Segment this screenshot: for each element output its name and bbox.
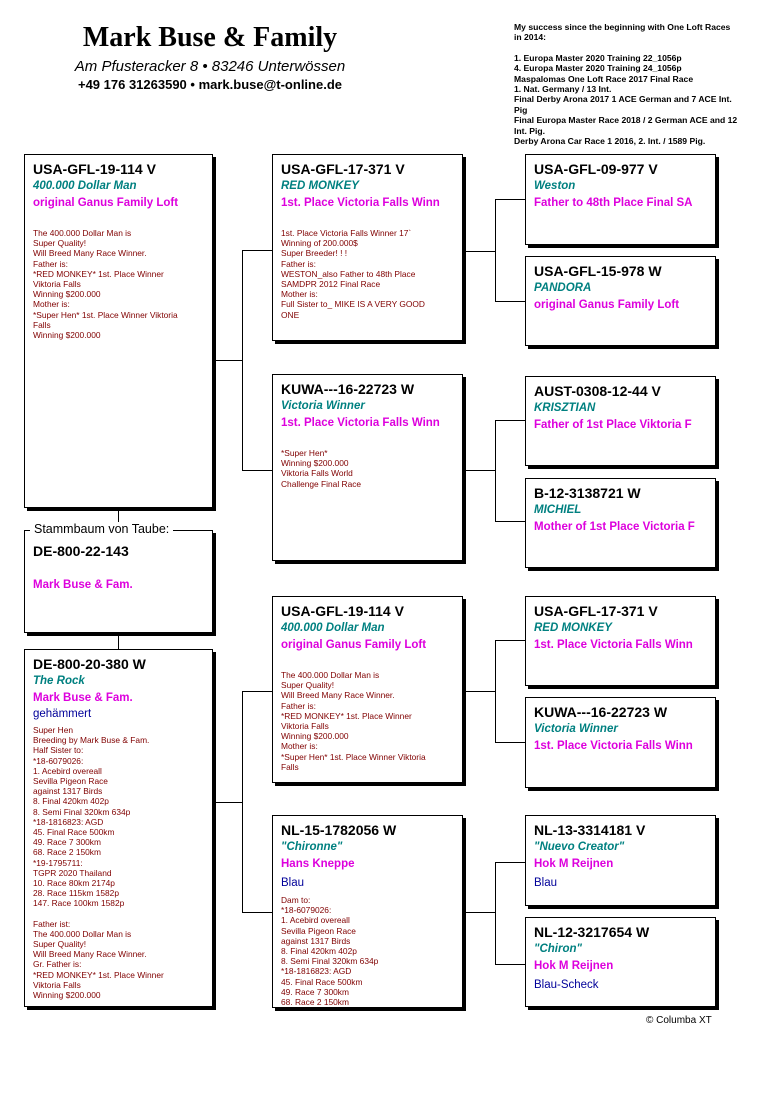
owner: Mother of 1st Place Victoria F — [534, 521, 695, 533]
notes — [281, 228, 454, 320]
note-line: Mother is: — [33, 299, 70, 310]
connector-line — [495, 199, 496, 302]
pedigree-card-dam[interactable] — [24, 649, 213, 1007]
notes — [281, 670, 454, 772]
note-line: Sevilla Pigeon Race — [33, 776, 108, 787]
note-line: 49. Race 7 300km — [33, 837, 101, 848]
connector-line — [495, 301, 525, 302]
note-line: The 400.000 Dollar Man is — [33, 928, 132, 939]
note-line: Father ist: — [33, 918, 71, 929]
note-line: *19-1795711: — [33, 857, 83, 868]
note-line: Mother is: — [281, 741, 318, 752]
note-line: *RED MONKEY* 1st. Place Winner — [281, 710, 412, 721]
note-line: 8. Final 420km 402p — [281, 946, 357, 957]
note-line: Breeding by Mark Buse & Fam. — [33, 735, 150, 746]
connector-line — [463, 912, 495, 913]
note-line: *18-1816823: AGD — [33, 816, 104, 827]
ring-number: AUST-0308-12-44 V — [534, 383, 661, 399]
note-line: Viktoria Falls — [33, 979, 81, 990]
pigeon-name: PANDORA — [534, 282, 592, 294]
pigeon-name: Victoria Winner — [281, 400, 365, 412]
ring-number: NL-15-1782056 W — [281, 822, 397, 838]
note-line: Viktoria Falls — [281, 721, 329, 732]
note-line: 8. Semi Final 320km 634p — [281, 956, 379, 967]
ring-number: USA-GFL-19-114 V — [281, 603, 404, 619]
plumage-color: Blau — [534, 877, 558, 889]
plumage-color: Blau-Scheck — [534, 979, 599, 991]
note-line: 10. Race 80km 2174p — [33, 878, 115, 889]
pedigree-card-dss[interactable] — [525, 596, 716, 686]
note-line: Gr. Father is: — [33, 959, 82, 970]
connector-line — [495, 862, 525, 863]
note-line: Dam to: — [281, 895, 311, 905]
note-line: *18-6079026: — [281, 905, 332, 916]
note-line: Father is: — [281, 258, 316, 269]
note-line: The 400.000 Dollar Man is — [33, 228, 132, 238]
ring-number: USA-GFL-09-977 V — [534, 161, 658, 177]
connector-line — [495, 964, 525, 965]
note-line: *18-6079026: — [33, 755, 84, 766]
note-line: Father is: — [33, 258, 68, 269]
connector-line — [242, 691, 243, 913]
owner: original Ganus Family Loft — [281, 639, 427, 651]
connector-line — [495, 742, 525, 743]
note-line: *Super Hen* 1st. Place Winner Viktoria — [33, 309, 178, 320]
note-line: 68. Race 2 150km — [33, 847, 101, 858]
ring-number: NL-13-3314181 V — [534, 822, 646, 838]
pedigree-card-sds[interactable] — [525, 376, 716, 466]
note-line: Winning $200.000 — [33, 330, 101, 341]
ring-number: DE-800-22-143 — [33, 543, 129, 559]
note-line: 1. Acebird overeall — [33, 765, 102, 776]
ring-number: USA-GFL-19-114 V — [33, 161, 156, 177]
note-line: Super Quality! — [33, 238, 87, 249]
note-line: Will Breed Many Race Winner. — [281, 690, 395, 701]
ring-number: NL-12-3217654 W — [534, 924, 650, 940]
owner: 1st. Place Victoria Falls Winn — [281, 197, 440, 209]
pigeon-name: Weston — [534, 180, 576, 192]
pigeon-name: "Chiron" — [534, 943, 582, 955]
note-line: 1. Acebird overeall — [281, 915, 350, 926]
ring-number: DE-800-20-380 W — [33, 656, 146, 672]
ring-number: B-12-3138721 W — [534, 485, 641, 501]
pedigree-card-dam-sire[interactable] — [272, 596, 463, 783]
note-line: Super Hen — [33, 725, 74, 735]
pedigree-card-sdd[interactable] — [525, 478, 716, 568]
connector-line — [495, 862, 496, 965]
connector-line — [495, 640, 496, 743]
connector-line — [242, 250, 243, 471]
pedigree-card-sire[interactable] — [24, 154, 213, 508]
note-line: Half Sister to: — [33, 745, 84, 756]
note-line: *18-1816823: AGD — [281, 966, 352, 977]
pigeon-name: RED MONKEY — [281, 180, 359, 192]
ring-number: USA-GFL-17-371 V — [281, 161, 405, 177]
owner: Hok M Reijnen — [534, 960, 614, 972]
pedigree-card-sire-sire[interactable] — [272, 154, 463, 341]
owner: 1st. Place Victoria Falls Winn — [534, 740, 693, 752]
note-line: 8. Final 420km 402p — [33, 796, 109, 807]
pigeon-name: KRISZTIAN — [534, 402, 596, 414]
pedigree-card-dsd[interactable] — [525, 697, 716, 788]
note-line: Will Breed Many Race Winner. — [33, 248, 147, 259]
pigeon-name: Victoria Winner — [534, 723, 618, 735]
pigeon-name: 400.000 Dollar Man — [281, 622, 385, 634]
connector-line — [242, 470, 272, 471]
note-line: Will Breed Many Race Winner. — [33, 949, 147, 960]
connector-line — [495, 420, 525, 421]
note-line: Super Breeder! ! ! — [281, 248, 348, 259]
connector-line — [495, 640, 525, 641]
connector-line — [463, 251, 495, 252]
ring-number: USA-GFL-15-978 W — [534, 263, 662, 279]
success-line: 1. Europa Master 2020 Training 22_1056p — [514, 52, 682, 63]
notes — [281, 448, 454, 489]
note-line: *RED MONKEY* 1st. Place Winner — [33, 268, 164, 279]
connector-line — [495, 521, 525, 522]
note-line: Winning $200.000 — [281, 731, 349, 742]
pedigree-label: Stammbaum von Taube: — [30, 522, 173, 536]
connector-line — [463, 691, 495, 692]
plumage-color: gehämmert — [33, 708, 92, 720]
note-line: *Super Hen* — [281, 448, 328, 458]
owner: Mark Buse & Fam. — [33, 579, 133, 591]
note-line: Super Quality! — [33, 939, 87, 950]
ring-number: KUWA---16-22723 W — [534, 704, 668, 720]
note-line: 49. Race 7 300km — [281, 986, 349, 997]
note-line: 1st. Place Victoria Falls Winner 17` — [281, 228, 412, 238]
note-line: 68. Race 2 150km — [281, 997, 349, 1008]
pigeon-name: MICHIEL — [534, 504, 582, 516]
pedigree-card-dam-dam[interactable] — [272, 815, 463, 1008]
note-line: Winning $200.000 — [33, 289, 101, 300]
success-line: Final Derby Arona 2017 1 ACE German and 7 ACE Int. Pig — [514, 94, 732, 115]
breeder-title: Mark Buse & Family — [82, 22, 338, 53]
pigeon-name: "Nuevo Creator" — [534, 841, 625, 853]
pedigree-card-sss[interactable] — [525, 154, 716, 245]
connector-line — [495, 420, 496, 522]
note-line: Mother is: — [281, 289, 318, 300]
note-line: Falls — [33, 319, 51, 330]
notes — [33, 725, 204, 1000]
connector-line — [242, 691, 272, 692]
pedigree-card-sire-dam[interactable] — [272, 374, 463, 561]
owner: Father to 48th Place Final SA — [534, 197, 693, 209]
ring-number: KUWA---16-22723 W — [281, 381, 415, 397]
pigeon-name: "Chironne" — [281, 841, 343, 853]
connector-line — [495, 199, 525, 200]
note-line: *Super Hen* 1st. Place Winner Viktoria — [281, 751, 426, 762]
note-line: Father is: — [281, 700, 316, 711]
copyright-footer: © Columba XT — [646, 1015, 712, 1026]
success-line: Maspalomas One Loft Race 2017 Final Race — [514, 73, 694, 84]
note-line: *RED MONKEY* 1st. Place Winner — [33, 969, 164, 980]
plumage-color: Blau — [281, 877, 305, 889]
pedigree-card-dds[interactable] — [525, 815, 716, 906]
note-line: TGPR 2020 Thailand — [33, 867, 112, 878]
note-line: Winning of 200.000$ — [281, 238, 358, 249]
owner: 1st. Place Victoria Falls Winn — [534, 639, 693, 651]
success-line: My success since the beginning with One Loft Races in 2014: — [514, 22, 731, 43]
note-line: The 400.000 Dollar Man is — [281, 670, 380, 680]
connector-line — [118, 633, 119, 649]
note-line: Winning $200.000 — [33, 990, 101, 1001]
notes — [33, 228, 204, 340]
connector-line — [242, 912, 272, 913]
success-line: 1. Nat. Germany / 13 Int. — [514, 84, 612, 95]
success-line — [514, 43, 739, 53]
note-line: Sevilla Pigeon Race — [281, 925, 356, 936]
pigeon-name: 400.000 Dollar Man — [33, 180, 137, 192]
note-line: 147. Race 100km 1582p — [33, 898, 125, 909]
note-line: against 1317 Birds — [33, 786, 103, 797]
connector-line — [463, 470, 495, 471]
note-line: ONE — [281, 309, 300, 320]
note-line: Winning $200.000 — [281, 458, 349, 469]
note-line: Viktoria Falls — [33, 279, 81, 290]
note-line: Challenge Final Race — [281, 478, 362, 489]
note-line — [33, 909, 204, 919]
success-line: Derby Arona Car Race 1 2016, 2. Int. / 1589 Pig. — [514, 136, 706, 147]
note-line: Super Quality! — [281, 680, 335, 691]
note-line: 8. Semi Final 320km 634p — [33, 806, 131, 817]
note-line: Full Sister to_ MIKE IS A VERY GOOD — [281, 299, 425, 310]
owner: original Ganus Family Loft — [534, 299, 680, 311]
owner: original Ganus Family Loft — [33, 197, 179, 209]
pigeon-name: The Rock — [33, 675, 85, 687]
owner: 1st. Place Victoria Falls Winn — [281, 417, 440, 429]
success-list — [514, 22, 739, 146]
note-line: 28. Race 115km 1582p — [33, 888, 119, 899]
pedigree-card-subject[interactable] — [24, 530, 213, 633]
note-line: 45. Final Race 500km — [33, 827, 115, 838]
note-line: 45. Final Race 500km — [281, 976, 363, 987]
pigeon-name: RED MONKEY — [534, 622, 612, 634]
connector-line — [213, 802, 242, 803]
owner: Father of 1st Place Viktoria F — [534, 419, 692, 431]
breeder-address: Am Pfusteracker 8 • 83246 Unterwössen — [74, 58, 346, 75]
note-line: Falls — [281, 761, 299, 772]
breeder-contact: +49 176 31263590 • mark.buse@t-online.de — [77, 77, 342, 92]
note-line: SAMDPR 2012 Final Race — [281, 279, 381, 290]
owner: Hans Kneppe — [281, 858, 355, 870]
owner: Hok M Reijnen — [534, 858, 614, 870]
owner: Mark Buse & Fam. — [33, 692, 133, 704]
pedigree-card-ssd[interactable] — [525, 256, 716, 346]
connector-line — [242, 250, 272, 251]
ring-number: USA-GFL-17-371 V — [534, 603, 658, 619]
note-line: against 1317 Birds — [281, 935, 351, 946]
success-line: 4. Europa Master 2020 Training 24_1056p — [514, 63, 682, 74]
note-line: Viktoria Falls World — [281, 468, 353, 479]
note-line: WESTON_also Father to 48th Place — [281, 268, 416, 279]
pedigree-card-ddd[interactable] — [525, 917, 716, 1007]
success-line: Final Europa Master Race 2018 / 2 German ACE and 12 Int. Pig. — [514, 115, 738, 136]
notes — [281, 895, 454, 1007]
connector-line — [213, 360, 242, 361]
